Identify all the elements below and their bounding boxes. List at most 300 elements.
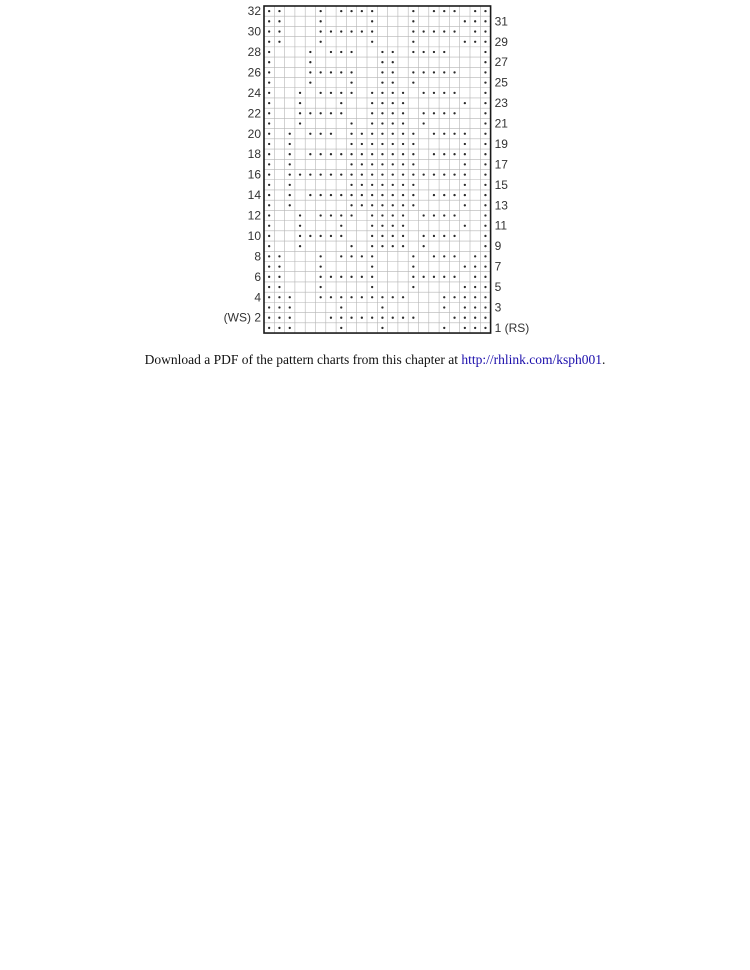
purl-dot xyxy=(484,41,486,43)
purl-dot xyxy=(474,41,476,43)
purl-dot xyxy=(484,112,486,114)
purl-dot xyxy=(371,265,373,267)
purl-dot xyxy=(299,122,301,124)
purl-dot xyxy=(381,133,383,135)
purl-dot xyxy=(412,41,414,43)
purl-dot xyxy=(484,327,486,329)
purl-dot xyxy=(309,153,311,155)
purl-dot xyxy=(340,327,342,329)
purl-dot xyxy=(350,92,352,94)
purl-dot xyxy=(392,184,394,186)
purl-dot xyxy=(268,30,270,32)
purl-dot xyxy=(392,225,394,227)
purl-dot xyxy=(309,235,311,237)
purl-dot xyxy=(484,20,486,22)
purl-dot xyxy=(268,296,270,298)
purl-dot xyxy=(392,194,394,196)
purl-dot xyxy=(289,306,291,308)
purl-dot xyxy=(350,317,352,319)
purl-dot xyxy=(392,71,394,73)
purl-dot xyxy=(361,153,363,155)
purl-dot xyxy=(350,82,352,84)
purl-dot xyxy=(412,30,414,32)
purl-dot xyxy=(309,173,311,175)
purl-dot xyxy=(381,92,383,94)
purl-dot xyxy=(320,112,322,114)
purl-dot xyxy=(453,276,455,278)
purl-dot xyxy=(464,20,466,22)
purl-dot xyxy=(350,163,352,165)
purl-dot xyxy=(350,184,352,186)
purl-dot xyxy=(278,317,280,319)
purl-dot xyxy=(474,317,476,319)
purl-dot xyxy=(392,143,394,145)
purl-dot xyxy=(433,112,435,114)
purl-dot xyxy=(443,173,445,175)
purl-dot xyxy=(402,102,404,104)
chart-caption xyxy=(0,352,750,368)
purl-dot xyxy=(402,245,404,247)
row-number-right: 31 xyxy=(494,14,508,29)
purl-dot xyxy=(361,184,363,186)
purl-dot xyxy=(381,194,383,196)
purl-dot xyxy=(433,255,435,257)
purl-dot xyxy=(464,327,466,329)
purl-dot xyxy=(443,112,445,114)
purl-dot xyxy=(484,194,486,196)
purl-dot xyxy=(474,327,476,329)
purl-dot xyxy=(268,51,270,53)
purl-dot xyxy=(464,143,466,145)
row-number-right: 5 xyxy=(494,280,502,295)
purl-dot xyxy=(423,51,425,53)
purl-dot xyxy=(433,194,435,196)
purl-dot xyxy=(453,92,455,94)
purl-dot xyxy=(268,61,270,63)
purl-dot xyxy=(381,245,383,247)
purl-dot xyxy=(350,194,352,196)
purl-dot xyxy=(464,194,466,196)
purl-dot xyxy=(320,20,322,22)
purl-dot xyxy=(484,163,486,165)
purl-dot xyxy=(443,92,445,94)
purl-dot xyxy=(453,153,455,155)
purl-dot xyxy=(453,30,455,32)
purl-dot xyxy=(484,296,486,298)
purl-dot xyxy=(381,71,383,73)
purl-dot xyxy=(474,10,476,12)
purl-dot xyxy=(330,92,332,94)
purl-dot xyxy=(278,255,280,257)
row-number-left: 6 xyxy=(254,269,261,284)
purl-dot xyxy=(464,173,466,175)
purl-dot xyxy=(350,245,352,247)
purl-dot xyxy=(443,30,445,32)
purl-dot xyxy=(484,71,486,73)
purl-dot xyxy=(484,204,486,206)
purl-dot xyxy=(392,82,394,84)
purl-dot xyxy=(433,214,435,216)
purl-dot xyxy=(361,276,363,278)
purl-dot xyxy=(289,317,291,319)
purl-dot xyxy=(350,30,352,32)
purl-dot xyxy=(268,173,270,175)
purl-dot xyxy=(402,317,404,319)
purl-dot xyxy=(412,194,414,196)
purl-dot xyxy=(464,153,466,155)
purl-dot xyxy=(443,10,445,12)
purl-dot xyxy=(464,265,466,267)
purl-dot xyxy=(412,204,414,206)
purl-dot xyxy=(340,225,342,227)
purl-dot xyxy=(361,204,363,206)
purl-dot xyxy=(381,112,383,114)
chart-left-row-numbers xyxy=(224,4,262,325)
purl-dot xyxy=(371,296,373,298)
purl-dot xyxy=(392,112,394,114)
purl-dot xyxy=(433,10,435,12)
row-number-right: 11 xyxy=(494,218,508,233)
purl-dot xyxy=(320,30,322,32)
purl-dot xyxy=(268,194,270,196)
caption-text: Download a PDF of the pattern charts from this chapter at xyxy=(144,352,462,367)
purl-dot xyxy=(484,51,486,53)
purl-dot xyxy=(412,184,414,186)
purl-dot xyxy=(268,306,270,308)
purl-dot xyxy=(433,133,435,135)
purl-dot xyxy=(484,122,486,124)
row-number-right: 15 xyxy=(494,177,508,192)
purl-dot xyxy=(268,82,270,84)
purl-dot xyxy=(268,71,270,73)
purl-dot xyxy=(340,235,342,237)
purl-dot xyxy=(309,133,311,135)
purl-dot xyxy=(412,133,414,135)
purl-dot xyxy=(299,102,301,104)
purl-dot xyxy=(268,133,270,135)
row-number-right: 7 xyxy=(494,259,502,274)
purl-dot xyxy=(381,102,383,104)
purl-dot xyxy=(309,61,311,63)
pattern-pdf-link[interactable]: http://rhlink.com/ksph001 xyxy=(461,352,603,367)
purl-dot xyxy=(278,327,280,329)
purl-dot xyxy=(423,122,425,124)
purl-dot xyxy=(433,92,435,94)
purl-dot xyxy=(320,133,322,135)
purl-dot xyxy=(464,306,466,308)
purl-dot xyxy=(309,82,311,84)
purl-dot xyxy=(412,163,414,165)
purl-dot xyxy=(381,163,383,165)
purl-dot xyxy=(309,194,311,196)
purl-dot xyxy=(340,214,342,216)
purl-dot xyxy=(371,122,373,124)
purl-dot xyxy=(371,245,373,247)
purl-dot xyxy=(484,276,486,278)
row-number-right: 23 xyxy=(494,96,508,111)
purl-dot xyxy=(330,276,332,278)
purl-dot xyxy=(443,296,445,298)
purl-dot xyxy=(392,51,394,53)
purl-dot xyxy=(381,184,383,186)
purl-dot xyxy=(484,317,486,319)
purl-dot xyxy=(268,153,270,155)
purl-dot xyxy=(484,245,486,247)
purl-dot xyxy=(453,296,455,298)
purl-dot xyxy=(443,235,445,237)
row-number-right: 17 xyxy=(494,157,508,172)
purl-dot xyxy=(464,296,466,298)
purl-dot xyxy=(371,20,373,22)
purl-dot xyxy=(289,204,291,206)
purl-dot xyxy=(350,153,352,155)
purl-dot xyxy=(320,214,322,216)
purl-dot xyxy=(268,20,270,22)
purl-dot xyxy=(423,71,425,73)
purl-dot xyxy=(433,235,435,237)
row-number-left: 8 xyxy=(254,249,261,264)
purl-dot xyxy=(412,20,414,22)
purl-dot xyxy=(361,133,363,135)
purl-dot xyxy=(361,30,363,32)
purl-dot xyxy=(371,10,373,12)
purl-dot xyxy=(268,122,270,124)
purl-dot xyxy=(412,173,414,175)
purl-dot xyxy=(320,41,322,43)
purl-dot xyxy=(350,276,352,278)
purl-dot xyxy=(350,51,352,53)
purl-dot xyxy=(484,153,486,155)
purl-dot xyxy=(392,245,394,247)
purl-dot xyxy=(299,92,301,94)
row-number-right: 1 (RS) xyxy=(494,320,530,335)
purl-dot xyxy=(289,153,291,155)
purl-dot xyxy=(361,10,363,12)
purl-dot xyxy=(320,92,322,94)
purl-dot xyxy=(484,265,486,267)
purl-dot xyxy=(474,30,476,32)
purl-dot xyxy=(268,143,270,145)
purl-dot xyxy=(330,214,332,216)
purl-dot xyxy=(392,214,394,216)
chart-grid xyxy=(264,6,491,333)
purl-dot xyxy=(402,153,404,155)
purl-dot xyxy=(453,112,455,114)
purl-dot xyxy=(340,112,342,114)
purl-dot xyxy=(340,276,342,278)
purl-dot xyxy=(392,133,394,135)
purl-dot xyxy=(453,71,455,73)
purl-dot xyxy=(381,61,383,63)
purl-dot xyxy=(381,153,383,155)
purl-dot xyxy=(484,214,486,216)
purl-dot xyxy=(320,235,322,237)
purl-dot xyxy=(330,173,332,175)
purl-dot xyxy=(381,122,383,124)
purl-dot xyxy=(320,71,322,73)
purl-dot xyxy=(443,71,445,73)
purl-dot xyxy=(484,82,486,84)
purl-dot xyxy=(371,184,373,186)
purl-dot xyxy=(371,286,373,288)
purl-dot xyxy=(464,184,466,186)
purl-dot xyxy=(381,82,383,84)
purl-dot xyxy=(381,225,383,227)
purl-dot xyxy=(350,143,352,145)
purl-dot xyxy=(320,276,322,278)
purl-dot xyxy=(392,153,394,155)
purl-dot xyxy=(381,51,383,53)
purl-dot xyxy=(484,10,486,12)
purl-dot xyxy=(484,235,486,237)
purl-dot xyxy=(299,235,301,237)
purl-dot xyxy=(320,173,322,175)
purl-dot xyxy=(392,92,394,94)
purl-dot xyxy=(268,327,270,329)
purl-dot xyxy=(453,317,455,319)
row-number-left: 24 xyxy=(247,85,261,100)
purl-dot xyxy=(361,296,363,298)
purl-dot xyxy=(371,30,373,32)
purl-dot xyxy=(350,133,352,135)
row-number-left: 28 xyxy=(247,44,261,59)
purl-dot xyxy=(423,112,425,114)
row-number-left: 30 xyxy=(247,24,261,39)
purl-dot xyxy=(392,235,394,237)
purl-dot xyxy=(423,235,425,237)
purl-dot xyxy=(268,112,270,114)
purl-dot xyxy=(320,296,322,298)
purl-dot xyxy=(392,317,394,319)
purl-dot xyxy=(423,214,425,216)
purl-dot xyxy=(371,204,373,206)
purl-dot xyxy=(330,133,332,135)
purl-dot xyxy=(268,245,270,247)
purl-dot xyxy=(361,194,363,196)
purl-dot xyxy=(402,122,404,124)
purl-dot xyxy=(320,286,322,288)
row-number-left: 22 xyxy=(247,106,261,121)
purl-dot xyxy=(412,276,414,278)
purl-dot xyxy=(350,122,352,124)
row-number-right: 9 xyxy=(494,239,502,254)
purl-dot xyxy=(392,163,394,165)
purl-dot xyxy=(402,133,404,135)
purl-dot xyxy=(340,10,342,12)
purl-dot xyxy=(289,143,291,145)
purl-dot xyxy=(350,204,352,206)
purl-dot xyxy=(453,10,455,12)
purl-dot xyxy=(268,204,270,206)
purl-dot xyxy=(453,255,455,257)
purl-dot xyxy=(443,214,445,216)
row-number-left: (WS) 2 xyxy=(223,310,261,325)
purl-dot xyxy=(309,112,311,114)
purl-dot xyxy=(392,102,394,104)
purl-dot xyxy=(299,112,301,114)
purl-dot xyxy=(484,133,486,135)
purl-dot xyxy=(464,102,466,104)
purl-dot xyxy=(484,143,486,145)
purl-dot xyxy=(464,317,466,319)
purl-dot xyxy=(423,276,425,278)
purl-dot xyxy=(320,194,322,196)
purl-dot xyxy=(299,245,301,247)
row-number-right: 21 xyxy=(494,116,508,131)
purl-dot xyxy=(340,71,342,73)
purl-dot xyxy=(443,306,445,308)
row-number-right: 27 xyxy=(494,55,508,70)
purl-dot xyxy=(402,92,404,94)
purl-dot xyxy=(361,173,363,175)
row-number-right: 29 xyxy=(494,34,508,49)
purl-dot xyxy=(361,163,363,165)
purl-dot xyxy=(320,255,322,257)
purl-dot xyxy=(289,133,291,135)
purl-dot xyxy=(371,112,373,114)
purl-dot xyxy=(412,286,414,288)
purl-dot xyxy=(268,184,270,186)
purl-dot xyxy=(330,296,332,298)
purl-dot xyxy=(402,235,404,237)
purl-dot xyxy=(278,10,280,12)
purl-dot xyxy=(299,214,301,216)
purl-dot xyxy=(474,296,476,298)
purl-dot xyxy=(381,173,383,175)
purl-dot xyxy=(392,173,394,175)
purl-dot xyxy=(350,214,352,216)
purl-dot xyxy=(464,286,466,288)
purl-dot xyxy=(402,112,404,114)
purl-dot xyxy=(371,276,373,278)
purl-dot xyxy=(340,255,342,257)
purl-dot xyxy=(474,276,476,278)
purl-dot xyxy=(371,225,373,227)
purl-dot xyxy=(464,41,466,43)
purl-dot xyxy=(464,204,466,206)
purl-dot xyxy=(392,61,394,63)
purl-dot xyxy=(381,214,383,216)
purl-dot xyxy=(412,265,414,267)
knitting-pattern-chart xyxy=(0,0,750,345)
row-number-left: 4 xyxy=(254,290,261,305)
purl-dot xyxy=(433,51,435,53)
purl-dot xyxy=(412,82,414,84)
purl-dot xyxy=(453,173,455,175)
purl-dot xyxy=(423,92,425,94)
purl-dot xyxy=(381,306,383,308)
purl-dot xyxy=(320,265,322,267)
purl-dot xyxy=(381,327,383,329)
purl-dot xyxy=(484,173,486,175)
purl-dot xyxy=(484,184,486,186)
purl-dot xyxy=(278,286,280,288)
purl-dot xyxy=(423,173,425,175)
purl-dot xyxy=(474,286,476,288)
purl-dot xyxy=(309,71,311,73)
purl-dot xyxy=(474,255,476,257)
purl-dot xyxy=(278,20,280,22)
purl-dot xyxy=(361,143,363,145)
purl-dot xyxy=(371,143,373,145)
purl-dot xyxy=(371,92,373,94)
purl-dot xyxy=(412,143,414,145)
purl-dot xyxy=(484,102,486,104)
purl-dot xyxy=(330,51,332,53)
purl-dot xyxy=(371,194,373,196)
purl-dot xyxy=(268,41,270,43)
purl-dot xyxy=(278,41,280,43)
